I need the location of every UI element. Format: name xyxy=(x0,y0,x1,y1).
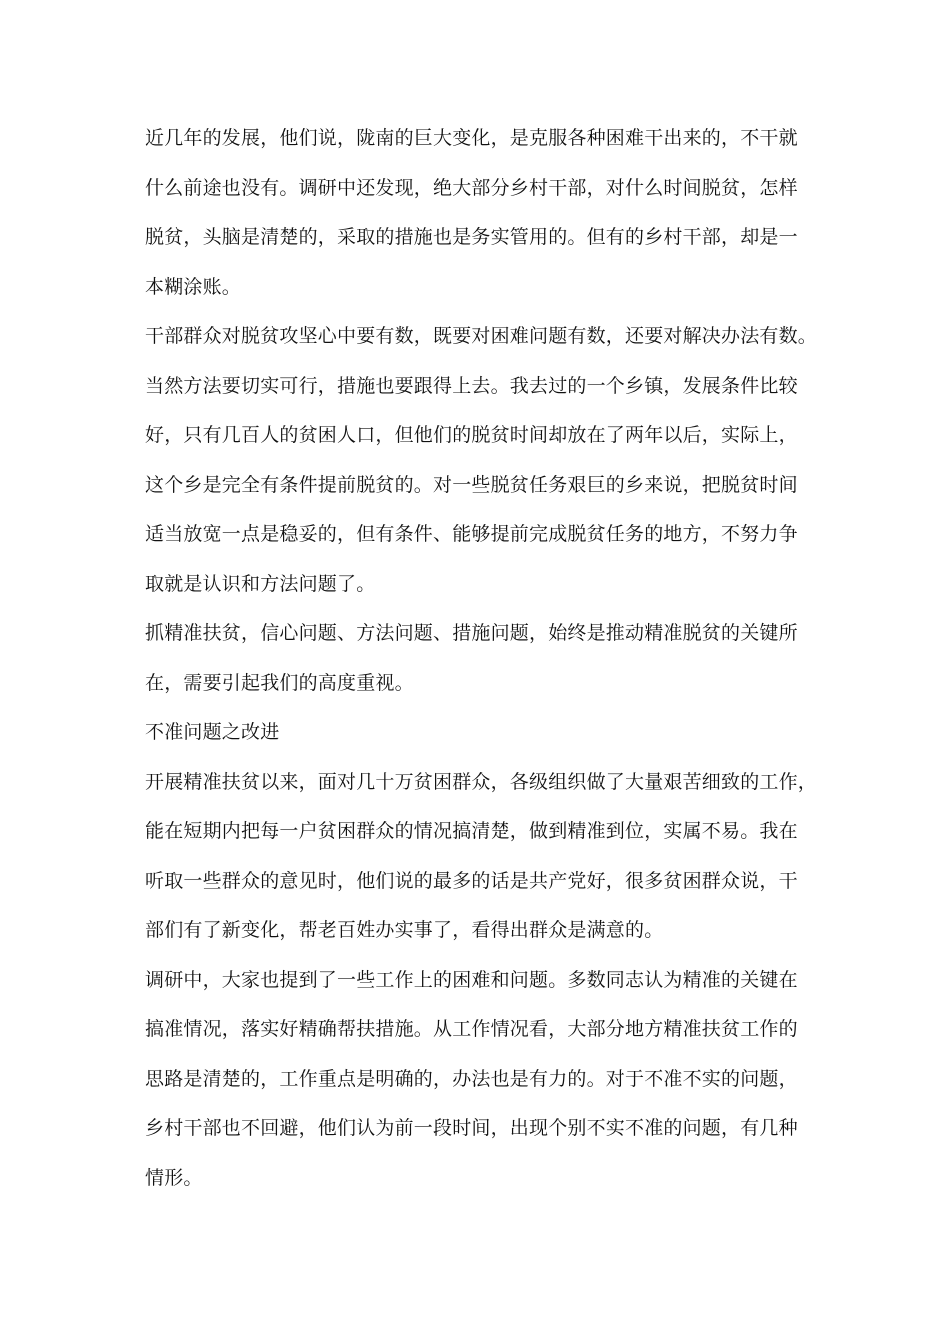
text-line: 听取一些群众的意见时，他们说的最多的话是共产党好，很多贫困群众说，干 xyxy=(145,869,798,892)
text-line: 能在短期内把每一户贫困群众的情况搞清楚，做到精准到位，实属不易。我在 xyxy=(145,820,798,842)
text-line: 在，需要引起我们的高度重视。 xyxy=(145,671,414,694)
section-heading: 不准问题之改进 xyxy=(145,721,280,743)
text-line: 当然方法要切实可行，措施也要跟得上去。我去过的一个乡镇，发展条件比较 xyxy=(145,374,798,397)
text-line: 搞准情况，落实好精确帮扶措施。从工作情况看，大部分地方精准扶贫工作的 xyxy=(145,1018,798,1040)
text-line: 取就是认识和方法问题了。 xyxy=(145,572,376,595)
text-line: 本糊涂账。 xyxy=(145,275,242,298)
text-line: 调研中，大家也提到了一些工作上的困难和问题。多数同志认为精准的关键在 xyxy=(145,968,798,991)
text-line: 适当放宽一点是稳妥的，但有条件、能够提前完成脱贫任务的地方，不努力争 xyxy=(145,523,798,545)
text-line: 乡村干部也不回避，他们认为前一段时间，出现个别不实不准的问题，有几种 xyxy=(145,1117,798,1139)
body-text xyxy=(145,120,835,1209)
text-line: 这个乡是完全有条件提前脱贫的。对一些脱贫任务艰巨的乡来说，把脱贫时间 xyxy=(145,473,798,496)
text-line: 抓精准扶贫，信心问题、方法问题、措施问题，始终是推动精准脱贫的关键所 xyxy=(145,622,798,644)
text-line: 干部群众对脱贫攻坚心中要有数，既要对困难问题有数，还要对解决办法有数。 xyxy=(145,325,818,347)
text-line: 什么前途也没有。调研中还发现，绝大部分乡村干部，对什么时间脱贫，怎样 xyxy=(145,176,798,199)
text-line: 部们有了新变化，帮老百姓办实事了，看得出群众是满意的。 xyxy=(145,919,664,941)
text-line: 开展精准扶贫以来，面对几十万贫困群众，各级组织做了大量艰苦细致的工作， xyxy=(145,770,818,793)
text-line: 好，只有几百人的贫困人口，但他们的脱贫时间却放在了两年以后，实际上， xyxy=(145,424,798,446)
text-line: 思路是清楚的，工作重点是明确的，办法也是有力的。对于不准不实的问题， xyxy=(145,1067,798,1090)
text-line: 情形。 xyxy=(145,1166,203,1189)
text-line: 脱贫，头脑是清楚的，采取的措施也是务实管用的。但有的乡村干部，却是一 xyxy=(145,226,798,248)
text-line: 近几年的发展，他们说，陇南的巨大变化，是克服各种困难干出来的，不干就 xyxy=(145,127,798,149)
